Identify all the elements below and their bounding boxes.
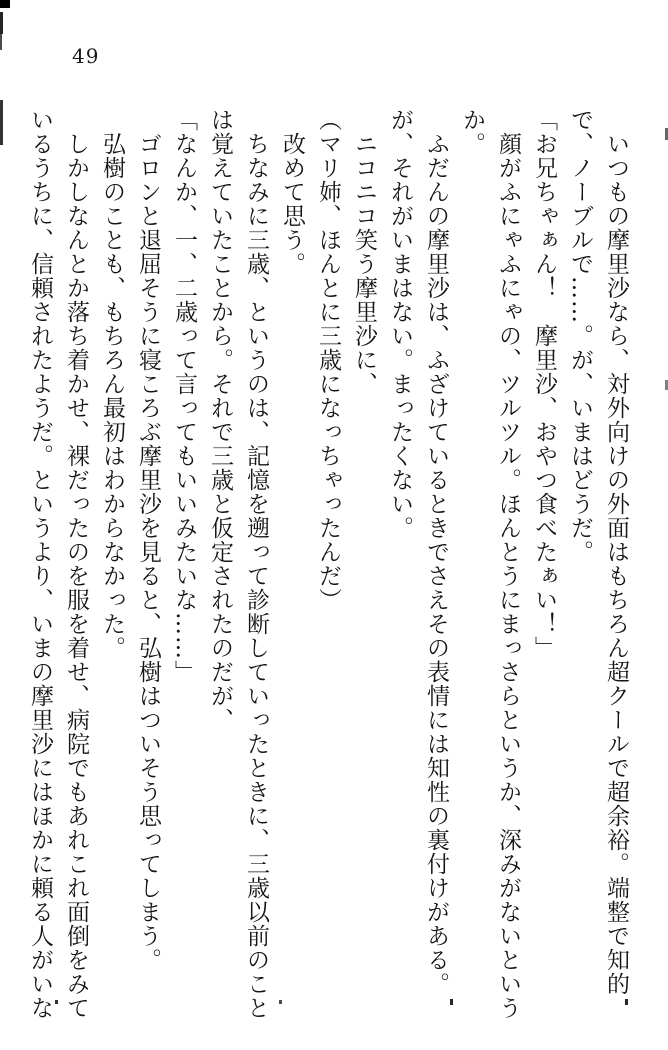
- scan-artifact: [0, 100, 3, 145]
- paragraph-dialogue: 「なんか、一、二歳って言ってもいいみたいな……」: [171, 108, 197, 684]
- paragraph: 顔がふにゃふにゃの、ツルツル。ほんとうにまっさらというか、深みがないというか。: [459, 108, 521, 1020]
- scan-artifact: [450, 999, 453, 1005]
- paragraph: いつもの摩里沙なら、対外向けの外面はもちろん超クールで超余裕。端整で知的で、ノーブルで……。が、いまはどうだ。: [567, 108, 629, 996]
- scan-artifact: [0, 0, 10, 8]
- scan-artifact: [55, 1000, 58, 1004]
- paragraph: 弘樹のことも、もちろん最初はわからなかった。: [99, 108, 125, 660]
- vertical-text-block: [22, 108, 634, 1020]
- paragraph: ちなみに三歳、というのは、記憶を遡って診断していったときに、三歳以前のことは覚えていたことから。それで三歳と仮定されたのだが、: [207, 108, 269, 1020]
- paragraph: ふだんの摩里沙は、ふざけているときでさえその表情には知性の裏付けがある。が、それがいまはない。まったくない。: [387, 108, 449, 996]
- paragraph-dialogue: 「お兄ちゃぁん！ 摩里沙、おやつ食べたぁい！」: [531, 108, 557, 660]
- scan-artifact: [625, 999, 628, 1005]
- paragraph: ニコニコ笑う摩里沙に、: [351, 108, 377, 396]
- paragraph: ゴロンと退屈そうに寝ころぶ摩里沙を見ると、弘樹はついそう思ってしまう。: [135, 108, 161, 972]
- scan-artifact: [0, 34, 2, 50]
- scan-artifact: [0, 12, 3, 34]
- paragraph: しかしなんとか落ち着かせ、裸だったのを服を着せ、病院でもあれこれ面倒をみているうちに、信頼されたようだ。というより、いまの摩里沙にはほかに頼る人がいな: [27, 108, 89, 1020]
- page-number: 49: [72, 44, 100, 68]
- scan-artifact: [279, 1000, 282, 1004]
- paragraph-thought: （マリ姉、ほんとに三歳になっちゃったんだ）: [315, 108, 341, 612]
- paragraph: 改めて思う。: [279, 108, 305, 276]
